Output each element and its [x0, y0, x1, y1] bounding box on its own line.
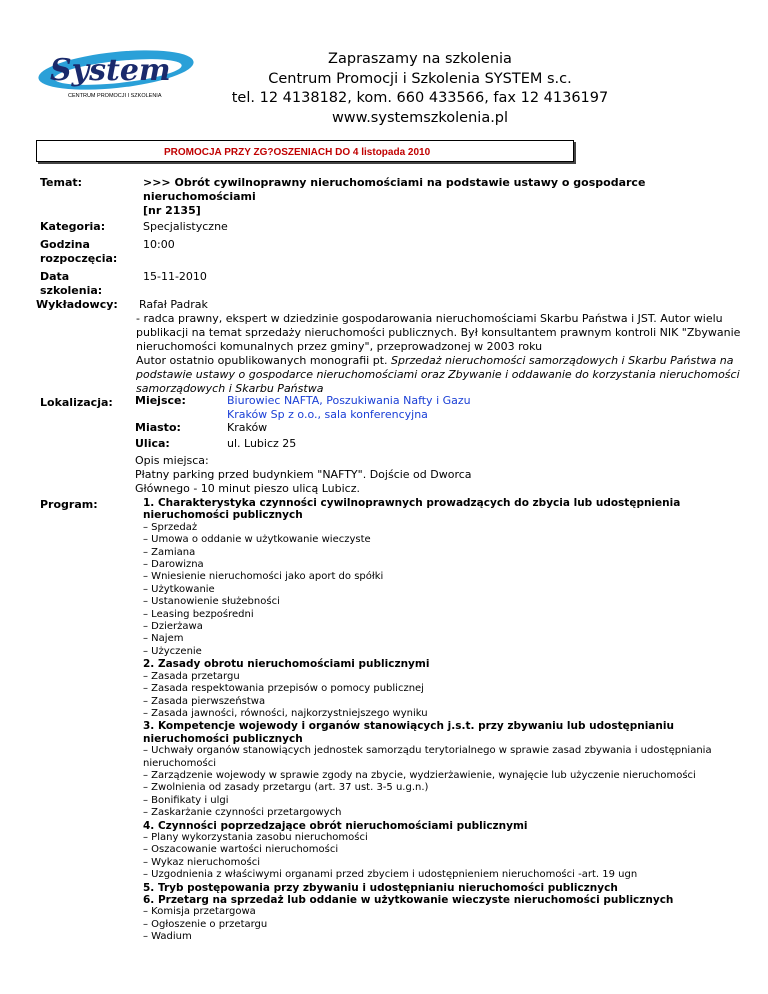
program-list-item: – Sprzedaż	[143, 521, 198, 533]
topic-number: [nr 2135]	[143, 204, 201, 217]
program-list-item: – Użyczenie	[143, 645, 202, 657]
lecturer-bio-3: nieruchomości komunalnych przez gminy", przeprowadzonej w 2003 roku	[136, 340, 543, 353]
program-list-item: – Dzierżawa	[143, 621, 203, 633]
program-section-heading: 2. Zasady obrotu nieruchomościami publicznymi	[143, 658, 430, 671]
program-list-item: – Zasada pierwszeństwa	[143, 695, 266, 707]
header	[190, 50, 650, 128]
program-list-item: – Wykaz nieruchomości	[143, 856, 260, 868]
header-website[interactable]: www.systemszkolenia.pl	[331, 109, 509, 126]
program-list-item: – Umowa o oddanie w użytkowanie wieczyste	[143, 534, 371, 546]
label-temat: Temat:	[40, 176, 83, 189]
venue-link[interactable]	[227, 394, 471, 421]
program-list-item: – Zarządzenie wojewody w sprawie zgody na zbycie, wydzierżawienie, wynajęcie lub użyczenie nieruchomości	[143, 769, 696, 781]
program-list-item: – Najem	[143, 633, 184, 645]
label-data-1: Data	[40, 270, 70, 283]
program-list-item: – Oszacowanie wartości nieruchomości	[143, 844, 339, 856]
venue-description	[135, 468, 472, 495]
start-time-value: 10:00	[143, 238, 175, 251]
program-list-item: – Użytkowanie	[143, 583, 215, 595]
header-invite: Zapraszamy na szkolenia	[328, 51, 512, 67]
topic-title	[143, 176, 733, 218]
label-program: Program:	[40, 498, 98, 511]
program-list-item: – Darowizna	[143, 559, 204, 571]
program-list-item: – Zaskarżanie czynności przetargowych	[143, 807, 342, 819]
label-data-2: szkolenia:	[40, 284, 103, 297]
venue-description-1: Płatny parking przed budynkiem "NAFTY". Dojście od Dworca	[135, 468, 472, 481]
street-value: ul. Lubicz 25	[227, 437, 297, 450]
lecturer-bio-6: samorządowych i Skarbu Państwa	[136, 382, 324, 395]
lecturer-block	[136, 298, 746, 396]
program-list-item: – Wniesienie nieruchomości jako aport do spółki	[143, 571, 384, 583]
label-miejsce: Miejsce:	[135, 394, 186, 407]
label-ulica: Ulica:	[135, 437, 170, 450]
svg-text:System: System	[50, 53, 171, 88]
header-company: Centrum Promocji i Szkolenia SYSTEM s.c.	[268, 70, 572, 87]
lecturer-bio-1: - radca prawny, ekspert w dziedzinie gospodarowania nieruchomościami Skarbu Państwa i JST. Autor wielu	[136, 312, 723, 325]
lecturer-name: Rafał Padrak	[139, 298, 208, 311]
header-contact: tel. 12 4138182, kom. 660 433566, fax 12 4136197	[231, 90, 609, 106]
lecturer-bio-2: publikacji na temat sprzedaży nieruchomości publicznych. Był konsultantem prawnym kontroli NIK "Zbywanie	[136, 326, 741, 339]
label-godzina-1: Godzina	[40, 238, 90, 251]
category-value: Specjalistyczne	[143, 220, 228, 233]
program-list-item: – Zasada przetargu	[143, 670, 240, 682]
svg-text:CENTRUM PROMOCJI I SZKOLENIA: CENTRUM PROMOCJI I SZKOLENIA	[68, 93, 162, 99]
venue-description-2: Głównego - 10 minut pieszo ulicą Lubicz.	[135, 481, 360, 495]
program-section-heading: 4. Czynności poprzedzające obrót nieruchomościami publicznymi	[143, 819, 528, 832]
program-section-heading: 6. Przetarg na sprzedaż lub oddanie w użytkowanie wieczyste nieruchomości publicznych	[143, 894, 674, 906]
program-list-item: – Bonifikaty i ulgi	[143, 794, 229, 806]
label-opis: Opis miejsca:	[135, 454, 209, 467]
promo-text: PROMOCJA PRZY ZG?OSZENIACH DO 4 listopada 2010	[164, 147, 431, 158]
venue-line-1: Biurowiec NAFTA, Poszukiwania Nafty i Gazu	[227, 394, 471, 407]
program-section-heading: 5. Tryb postępowania przy zbywaniu i udostępnianiu nieruchomości publicznych	[143, 881, 618, 894]
program-list-item: – Zasada respektowania przepisów o pomocy publicznej	[143, 683, 424, 695]
program-list-item: – Ogłoszenie o przetargu	[143, 918, 268, 930]
program-list-item: – Zasada jawności, równości, najkorzystniejszego wyniku	[143, 707, 428, 719]
label-godzina-2: rozpoczęcia:	[40, 252, 118, 265]
program-section-heading: 1. Charakterystyka czynności cywilnoprawnych prowadzących do zbycia lub udostępnienia nieruchomości publicznych	[143, 497, 681, 522]
program-list-item: – Uchwały organów stanowiących jednostek samorządu terytorialnego w sprawie zasad zbywania i udostępniania nieruchomości	[143, 745, 712, 769]
lecturer-bio-4: Autor ostatnio opublikowanych monografii pt. Sprzedaż nieruchomości samorządowych i Skarbu Państwa na	[136, 354, 734, 367]
venue-line-2: Kraków Sp z o.o., sala konferencyjna	[227, 407, 428, 421]
program-list-item: – Leasing bezpośredni	[143, 608, 254, 620]
topic-line-1: >>> Obrót cywilnoprawny nieruchomościami na podstawie ustawy o gospodarce nieruchomościami	[143, 176, 646, 203]
lecturer-bio-5: podstawie ustawy o gospodarce nieruchomościami oraz Zbywanie i oddawanie do korzystania nieruchomości	[136, 368, 740, 381]
program-section-heading: 3. Kompetencje wojewody i organów stanowiących j.s.t. przy zbywaniu lub udostępnianiu nieruchomości publicznych	[143, 720, 674, 745]
program-list-item: – Ustanowienie służebności	[143, 596, 280, 608]
program-list-item: – Uzgodnienia z właściwymi organami przed zbyciem i udostępnieniem nieruchomości -art. 19 ugn	[143, 869, 638, 881]
program-list-item: – Wadium	[143, 931, 192, 943]
program-list-item: – Zamiana	[143, 546, 196, 558]
city-value: Kraków	[227, 421, 268, 434]
label-miasto: Miasto:	[135, 421, 181, 434]
label-wykladowcy: Wykładowcy:	[36, 298, 118, 311]
program-list-item: – Zwolnienia od zasady przetargu (art. 37 ust. 3-5 u.g.n.)	[143, 782, 429, 794]
label-godzina	[40, 238, 117, 266]
label-lokalizacja: Lokalizacja:	[40, 396, 113, 409]
system-logo	[36, 48, 198, 100]
program-list-item: – Komisja przetargowa	[143, 906, 256, 918]
date-value: 15-11-2010	[143, 270, 207, 283]
program-list	[143, 497, 743, 944]
program-list-item: – Plany wykorzystania zasobu nieruchomości	[143, 831, 368, 843]
label-kategoria: Kategoria:	[40, 220, 106, 233]
label-data	[40, 270, 102, 298]
